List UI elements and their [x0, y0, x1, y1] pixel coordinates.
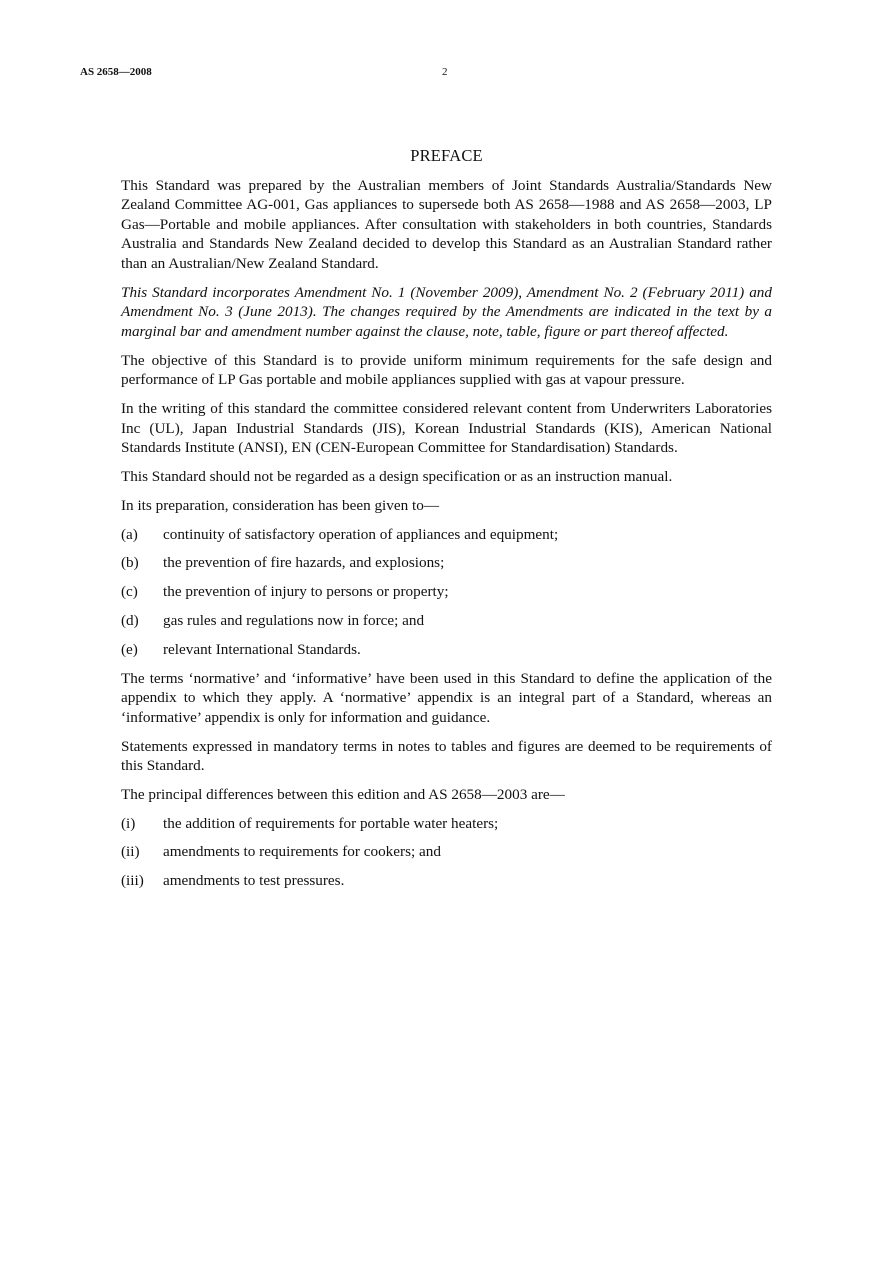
- considerations-list: [121, 525, 772, 660]
- list-item: [121, 553, 772, 573]
- list-marker: (d): [121, 611, 139, 629]
- preface-section: [121, 146, 772, 900]
- list-item: [121, 611, 772, 631]
- list-marker: (c): [121, 583, 138, 601]
- list-marker: (e): [121, 640, 138, 658]
- page-number: 2: [442, 66, 448, 78]
- list-item: [121, 814, 772, 834]
- list-marker: (i): [121, 814, 136, 832]
- amendment-note-paragraph: This Standard incorporates Amendment No. 1 (November 2009), Amendment No. 2 (February 2011) and Amendment No. 3 (June 2013). The changes required by the Amendments are indicated in the text by a marginal bar and amendment number against the clause, note, table, figure or part thereof affected.: [121, 283, 772, 340]
- section-heading: PREFACE: [410, 146, 483, 165]
- list-marker: (a): [121, 525, 138, 543]
- list-item: [121, 842, 772, 862]
- objective-paragraph: The objective of this Standard is to provide uniform minimum requirements for the safe design and performance of LP Gas portable and mobile appliances supplied with gas at vapour pressure.: [121, 351, 772, 389]
- differences-intro: The principal differences between this edition and AS 2658—2003 are—: [121, 785, 565, 803]
- list-marker: (b): [121, 554, 139, 572]
- disclaimer-paragraph: This Standard should not be regarded as a design specification or as an instruction manual.: [121, 468, 673, 486]
- considerations-intro: In its preparation, consideration has been given to—: [121, 496, 440, 514]
- intro-paragraph: This Standard was prepared by the Australian members of Joint Standards Australia/Standards New Zealand Committee AG-001, Gas appliances to supersede both AS 2658—1988 and AS 2658—2003, LP Gas—Portable and mobile appliances. After consultation with stakeholders in both countries, Standards Australia and Standards New Zealand decided to develop this Standard as an Australian Standard rather than an Australian/New Zealand Standard.: [121, 176, 772, 272]
- differences-list: [121, 814, 772, 891]
- list-item: [121, 582, 772, 602]
- document-id: AS 2658—2008: [80, 66, 152, 78]
- list-item-text: the addition of requirements for portable water heaters;: [163, 814, 499, 832]
- list-item-text: continuity of satisfactory operation of appliances and equipment;: [163, 525, 559, 543]
- mandatory-notes-paragraph: Statements expressed in mandatory terms in notes to tables and figures are deemed to be requirements of this Standard.: [121, 737, 772, 775]
- list-marker: (iii): [121, 872, 144, 890]
- list-marker: (ii): [121, 843, 140, 861]
- list-item-text: amendments to requirements for cookers; and: [163, 843, 441, 861]
- list-item-text: the prevention of injury to persons or property;: [163, 583, 449, 601]
- list-item: [121, 525, 772, 545]
- list-item-text: the prevention of fire hazards, and explosions;: [163, 554, 445, 572]
- list-item: [121, 640, 772, 660]
- references-paragraph: In the writing of this standard the committee considered relevant content from Underwriters Laboratories Inc (UL), Japan Industrial Standards (JIS), Korean Industrial Standards (KIS), American National Standards Institute (ANSI), EN (CEN-European Committee for Standardisation) Standards.: [121, 400, 772, 457]
- normative-terms-paragraph: The terms ‘normative’ and ‘informative’ have been used in this Standard to define the application of the appendix to which they apply. A ‘normative’ appendix is an integral part of a Standard, whereas an ‘informative’ appendix is only for information and guidance.: [121, 669, 772, 726]
- list-item: [121, 871, 772, 891]
- list-item-text: gas rules and regulations now in force; and: [163, 611, 425, 629]
- list-item-text: relevant International Standards.: [163, 640, 361, 658]
- list-item-text: amendments to test pressures.: [163, 872, 345, 890]
- running-header: [80, 66, 820, 84]
